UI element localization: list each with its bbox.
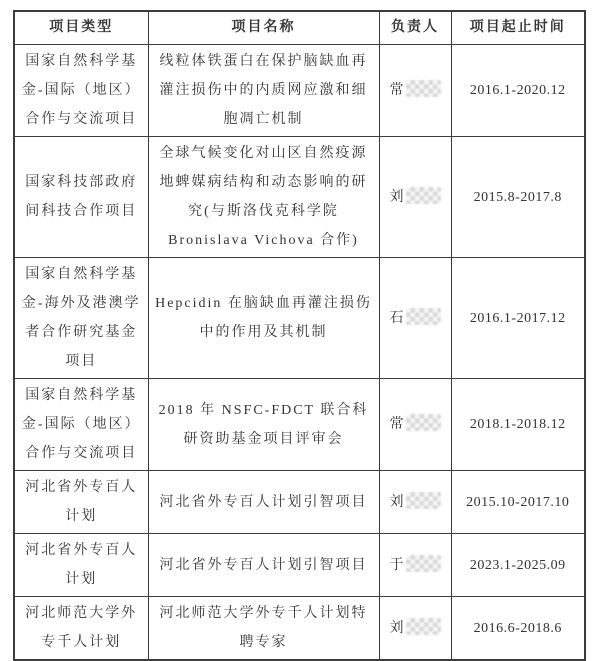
table-row	[14, 137, 585, 258]
cell-project-type: 河北省外专百人计划	[14, 471, 148, 534]
cell-leader	[379, 471, 451, 534]
leader-name: 刘	[389, 189, 404, 205]
header-project-type: 项目类型	[14, 11, 148, 45]
cell-leader	[379, 258, 451, 379]
leader-name: 刘	[389, 620, 404, 636]
table-header-row	[14, 11, 585, 45]
privacy-redaction-block	[406, 492, 441, 509]
cell-project-type: 国家自然科学基金-国际（地区）合作与交流项目	[14, 45, 148, 137]
cell-project-type: 国家科技部政府间科技合作项目	[14, 137, 148, 258]
leader-name: 于	[389, 557, 404, 573]
cell-project-type: 河北省外专百人计划	[14, 534, 148, 597]
privacy-redaction-block	[406, 618, 441, 635]
table-row	[14, 258, 585, 379]
cell-project-name: 河北省外专百人计划引智项目	[148, 534, 379, 597]
privacy-redaction-block	[406, 308, 441, 325]
cell-project-name: 全球气候变化对山区自然疫源地蜱媒病结构和动态影响的研究(与斯洛伐克科学院 Bronislava Vichova 合作)	[148, 137, 379, 258]
leader-name: 常	[389, 83, 404, 98]
cell-project-type: 国家自然科学基金-国际（地区）合作与交流项目	[14, 379, 148, 471]
leader-name: 石	[389, 310, 404, 326]
table-row	[14, 379, 585, 471]
header-leader: 负责人	[379, 11, 451, 45]
cell-project-name: 线粒体铁蛋白在保护脑缺血再灌注损伤中的内质网应激和细胞凋亡机制	[148, 45, 379, 137]
cell-period: 2015.8-2017.8	[451, 137, 585, 258]
cell-project-name: 河北省外专百人计划引智项目	[148, 471, 379, 534]
cell-leader	[379, 137, 451, 258]
cell-period: 2016.6-2018.6	[451, 597, 585, 661]
privacy-redaction-block	[406, 414, 441, 431]
table-row	[14, 471, 585, 534]
privacy-redaction-block	[406, 187, 441, 204]
header-project-name: 项目名称	[148, 11, 379, 45]
cell-project-name: 河北师范大学外专千人计划特聘专家	[148, 597, 379, 661]
header-period: 项目起止时间	[451, 11, 585, 45]
cell-period: 2015.10-2017.10	[451, 471, 585, 534]
cell-period: 2016.1-2020.12	[451, 45, 585, 137]
cell-period: 2018.1-2018.12	[451, 379, 585, 471]
cell-project-type: 河北师范大学外专千人计划	[14, 597, 148, 661]
projects-table	[13, 10, 586, 661]
cell-period: 2023.1-2025.09	[451, 534, 585, 597]
cell-leader	[379, 534, 451, 597]
table-row	[14, 534, 585, 597]
privacy-redaction-block	[406, 80, 441, 97]
leader-name: 常	[389, 417, 404, 432]
cell-project-type: 国家自然科学基金-海外及港澳学者合作研究基金项目	[14, 258, 148, 379]
cell-leader	[379, 597, 451, 661]
cell-period: 2016.1-2017.12	[451, 258, 585, 379]
table-row	[14, 45, 585, 137]
table-row	[14, 597, 585, 661]
cell-leader	[379, 45, 451, 137]
cell-project-name: Hepcidin 在脑缺血再灌注损伤中的作用及其机制	[148, 258, 379, 379]
cell-leader	[379, 379, 451, 471]
leader-name: 刘	[389, 494, 404, 510]
cell-project-name: 2018 年 NSFC-FDCT 联合科研资助基金项目评审会	[148, 379, 379, 471]
privacy-redaction-block	[406, 555, 441, 572]
